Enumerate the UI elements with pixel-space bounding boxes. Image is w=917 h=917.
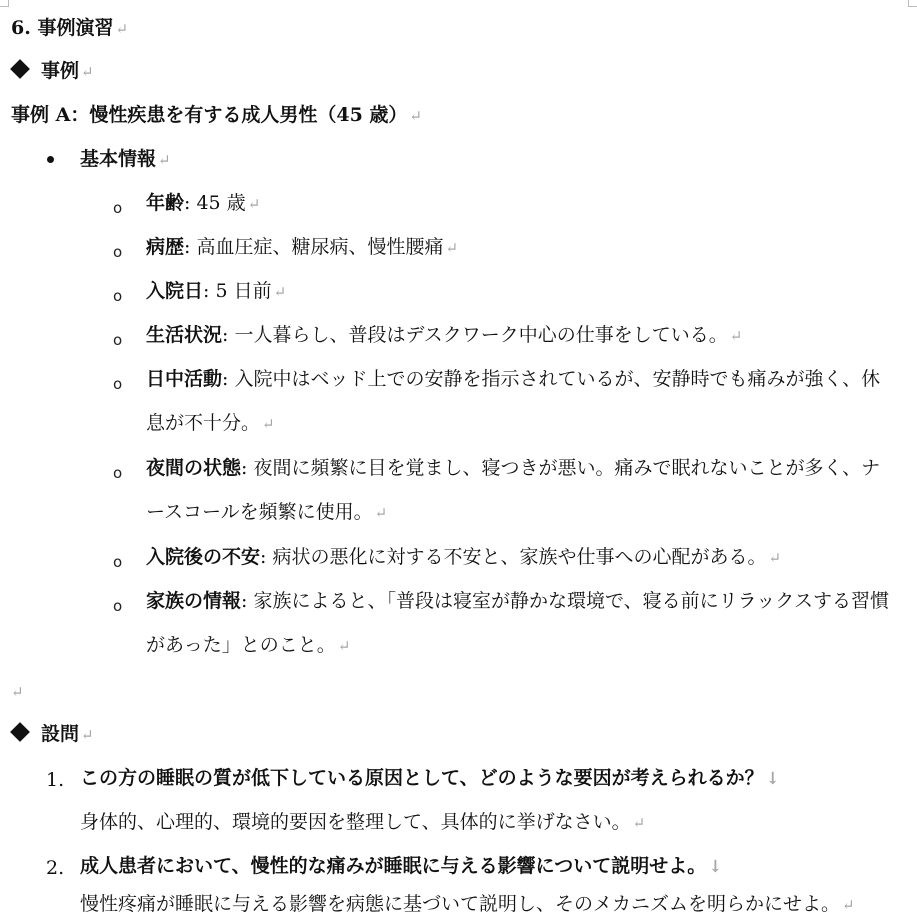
info-item-night bbox=[146, 459, 880, 478]
paragraph-mark: ↵ bbox=[11, 683, 24, 701]
sub-bullet-icon: o bbox=[113, 597, 123, 615]
info-item-anxiety bbox=[146, 548, 781, 567]
question-1-detail bbox=[80, 813, 645, 832]
line-break-mark: ↓ bbox=[708, 857, 723, 877]
page-corner-mark bbox=[908, 0, 917, 7]
paragraph-mark: ↵ bbox=[247, 195, 261, 213]
sub-bullet-icon: o bbox=[113, 199, 123, 217]
info-item-value: : 家族によると、「普段は寝室が静かな環境で、寝る前にリラックスする習慣 bbox=[241, 590, 890, 612]
question-detail-text: 身体的、心理的、環境的要因を整理して、具体的に挙げなさい。 bbox=[80, 811, 631, 833]
paragraph-mark: ↵ bbox=[262, 415, 275, 433]
paragraph-mark: ↵ bbox=[632, 814, 646, 832]
diamond-bullet-icon bbox=[10, 722, 30, 742]
info-item-family-cont bbox=[146, 636, 350, 655]
case-heading bbox=[11, 62, 94, 81]
info-item-key: 病歴 bbox=[146, 236, 185, 258]
info-item-continuation: があった」とのこと。 bbox=[146, 634, 336, 656]
paragraph-mark: ↵ bbox=[729, 327, 743, 345]
paragraph-mark: ↵ bbox=[768, 549, 782, 567]
info-item-family bbox=[146, 592, 889, 611]
info-item-key: 夜間の状態 bbox=[146, 457, 242, 479]
paragraph-mark: ↵ bbox=[81, 726, 94, 744]
diamond-bullet-icon bbox=[10, 59, 30, 79]
paragraph-mark: ↵ bbox=[273, 283, 287, 301]
page-corner-mark bbox=[0, 0, 9, 7]
info-item-daytime bbox=[146, 370, 880, 389]
info-item-value: : 45 歳 bbox=[184, 192, 246, 214]
info-item-key: 日中活動 bbox=[146, 368, 223, 390]
section-heading bbox=[11, 19, 128, 38]
info-item-key: 入院後の不安 bbox=[146, 546, 261, 568]
question-number: 2. bbox=[46, 857, 65, 879]
info-item-daytime-cont bbox=[146, 414, 275, 433]
paragraph-mark: ↵ bbox=[81, 63, 94, 81]
question-title-text: この方の睡眠の質が低下している原因として、どのような要因が考えられるか？ bbox=[80, 767, 764, 789]
info-item-key: 生活状況 bbox=[146, 324, 223, 346]
paragraph-mark: ↵ bbox=[445, 239, 459, 257]
case-title-text: 事例 A：慢性疾患を有する成人男性（45 歳） bbox=[11, 104, 408, 126]
info-item-key: 家族の情報 bbox=[146, 590, 242, 612]
section-heading-text: 6. 事例演習 bbox=[11, 17, 114, 39]
case-heading-text: 事例 bbox=[41, 60, 80, 82]
sub-bullet-icon: o bbox=[113, 375, 123, 393]
info-item-value: : 一人暮らし、普段はデスクワーク中心の仕事をしている。 bbox=[222, 324, 728, 346]
info-item-key: 入院日 bbox=[146, 280, 204, 302]
empty-paragraph bbox=[11, 682, 24, 701]
question-1-title bbox=[80, 769, 780, 788]
basic-info-label bbox=[80, 150, 171, 169]
info-item-night-cont bbox=[146, 503, 387, 522]
sub-bullet-icon: o bbox=[113, 287, 123, 305]
line-break-mark: ↓ bbox=[765, 769, 780, 789]
question-title-text: 成人患者において、慢性的な痛みが睡眠に与える影響について説明せよ。 bbox=[80, 855, 707, 877]
paragraph-mark: ↵ bbox=[337, 637, 351, 655]
questions-heading-text: 設問 bbox=[41, 723, 80, 745]
info-item-key: 年齢 bbox=[146, 192, 185, 214]
case-title bbox=[11, 106, 422, 125]
info-item-continuation: ースコールを頻繁に使用。 bbox=[146, 501, 373, 523]
question-number: 1. bbox=[46, 769, 65, 791]
question-2-detail bbox=[80, 895, 855, 914]
paragraph-mark: ↵ bbox=[115, 20, 129, 38]
paragraph-mark: ↵ bbox=[158, 151, 171, 169]
sub-bullet-icon: o bbox=[113, 243, 123, 261]
info-item-living bbox=[146, 326, 742, 345]
sub-bullet-icon: o bbox=[113, 553, 123, 571]
info-item-continuation: 息が不十分。 bbox=[146, 412, 261, 434]
bullet-icon bbox=[47, 156, 54, 163]
question-2-title bbox=[80, 857, 723, 876]
info-item-value: : 高血圧症、糖尿病、慢性腰痛 bbox=[184, 236, 444, 258]
questions-heading bbox=[11, 725, 94, 744]
info-item-value: : 入院中はベッド上での安静を指示されているが、安静時でも痛みが強く、休 bbox=[222, 368, 881, 390]
info-item-value: : 夜間に頻繁に目を覚まし、寝つきが悪い。痛みで眠れないことが多く、ナ bbox=[241, 457, 881, 479]
paragraph-mark: ↵ bbox=[409, 107, 422, 125]
sub-bullet-icon: o bbox=[113, 464, 123, 482]
paragraph-mark: ↵ bbox=[842, 896, 855, 914]
info-item-age bbox=[146, 194, 260, 213]
info-item-admission bbox=[146, 282, 286, 301]
info-item-value: : 病状の悪化に対する不安と、家族や仕事への心配がある。 bbox=[260, 546, 767, 568]
paragraph-mark: ↵ bbox=[374, 504, 388, 522]
info-item-history bbox=[146, 238, 458, 257]
sub-bullet-icon: o bbox=[113, 331, 123, 349]
question-detail-text: 慢性疼痛が睡眠に与える影響を病態に基づいて説明し、そのメカニズムを明らかにせよ。 bbox=[80, 893, 841, 915]
basic-info-label-text: 基本情報 bbox=[80, 148, 157, 170]
info-item-value: : 5 日前 bbox=[203, 280, 272, 302]
